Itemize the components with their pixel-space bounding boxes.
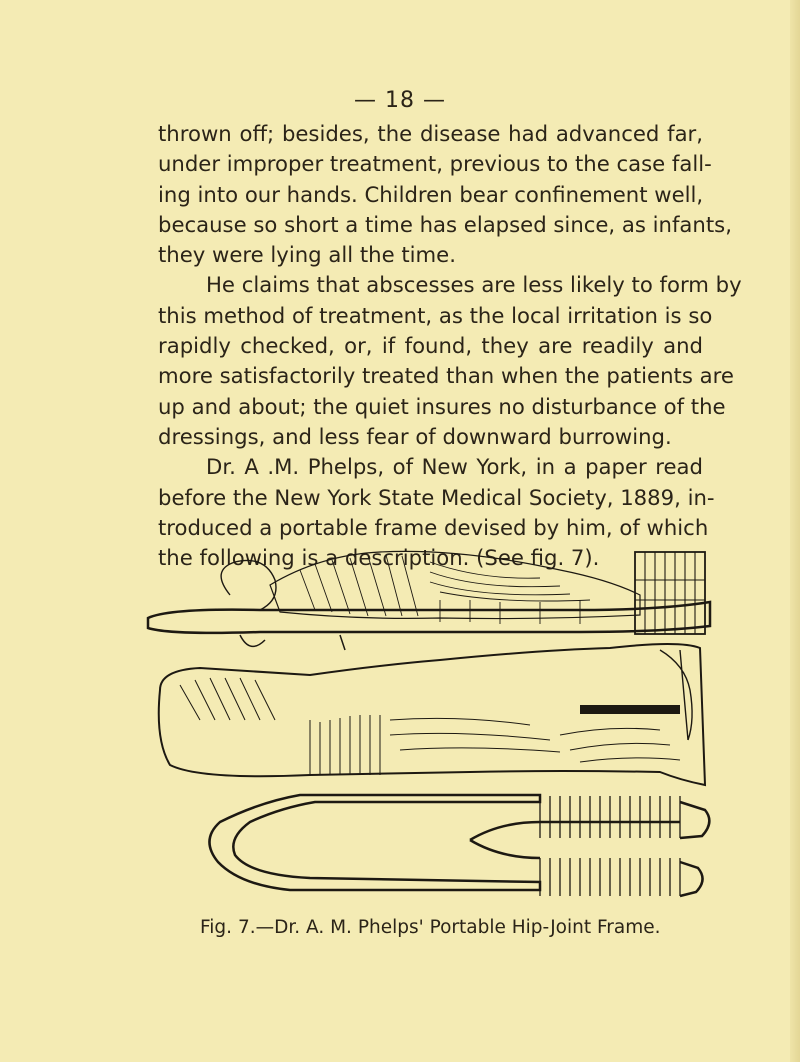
patient-on-frame-drawing	[148, 551, 710, 650]
text-line: because so short a time has elapsed since, as infants,	[158, 211, 732, 237]
text-line: He claims that abscesses are less likely to form by	[206, 272, 742, 298]
text-line: they were lying all the time.	[158, 242, 456, 268]
text-line: dressings, and less fear of downward burrowing.	[158, 423, 672, 449]
text-line: under improper treatment, previous to the case fall-	[158, 151, 712, 177]
text-line: troduced a portable frame devised by him, of which	[158, 514, 709, 540]
padded-frame-drawing	[159, 644, 705, 785]
frame-strap	[580, 705, 680, 714]
empty-frame-outline	[209, 795, 709, 896]
text-line: Dr. A .M. Phelps, of New York, in a paper read	[206, 454, 703, 480]
text-line: up and about; the quiet insures no disturbance of the	[158, 393, 726, 419]
text-line: ing into our hands. Children bear confinement well,	[158, 181, 704, 207]
figure-caption: Fig. 7.—Dr. A. M. Phelps' Portable Hip-Joint Frame.	[200, 917, 661, 938]
text-line: rapidly checked, or, if found, they are readily and	[158, 333, 703, 359]
body-text	[158, 119, 742, 573]
page-edge	[790, 0, 800, 1062]
text-line: more satisfactorily treated than when the patients are	[158, 363, 734, 389]
text-line: before the New York State Medical Society, 1889, in-	[158, 484, 715, 510]
text-line: thrown off; besides, the disease had advanced far,	[158, 121, 703, 146]
text-line: the following is a description. (See fig. 7).	[158, 545, 600, 571]
hip-joint-frame-illustration	[140, 540, 720, 900]
text-line: this method of treatment, as the local irritation is so	[158, 302, 713, 328]
page-number: — 18 —	[354, 88, 446, 113]
